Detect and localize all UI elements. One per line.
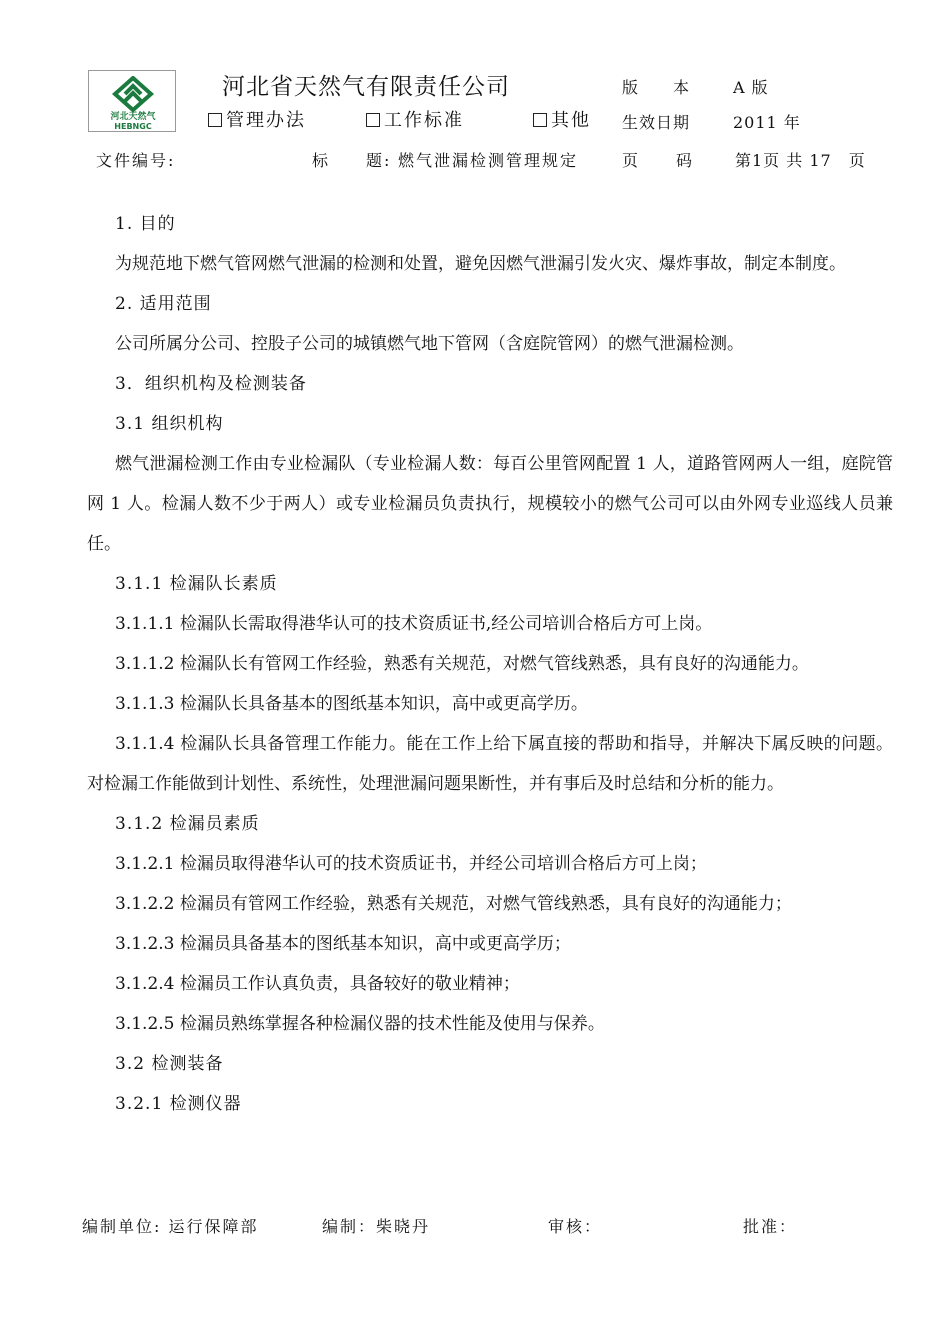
paragraph: 3.1.1.4 检漏队长具备管理工作能力。能在工作上给下属直接的帮助和指导，并解决下属反映的问题。对检漏工作能做到计划性、系统性，处理泄漏问题果断性，并有事后及时总结和分析的能力。 <box>87 734 893 794</box>
checkbox-icon[interactable] <box>533 113 547 127</box>
logo-subtext: HEBNGC <box>114 122 152 131</box>
page-label: 页 码 <box>622 151 695 170</box>
logo-mark-icon <box>111 76 155 112</box>
document-title: 燃气泄漏检测管理规定 <box>398 151 579 170</box>
company-logo <box>88 70 176 132</box>
section-heading: 3.2 检测装备 <box>115 1054 224 1074</box>
doc-type-other[interactable]: 其他 <box>533 106 591 132</box>
paragraph: 3.1.2.1 检漏员取得港华认可的技术资质证书，并经公司培训合格后方可上岗； <box>115 854 707 874</box>
section-heading: 3.1 组织机构 <box>115 414 224 434</box>
footer-unit: 编制单位: 运行保障部 <box>82 1217 259 1236</box>
effective-date-value: 2011 年 <box>733 113 801 132</box>
logo-text: 河北天然气 <box>110 112 156 122</box>
footer-author: 编制：柴晓丹 <box>322 1217 431 1236</box>
document-body <box>87 204 893 1124</box>
paragraph: 3.1.1.2 检漏队长有管网工作经验，熟悉有关规范，对燃气管线熟悉，具有良好的沟通能力。 <box>115 654 809 674</box>
section-heading: 3.1.1 检漏队长素质 <box>115 574 278 594</box>
paragraph: 燃气泄漏检测工作由专业检漏队（专业检漏人数：每百公里管网配置 1 人，道路管网两人一组，庭院管网 1 人。检漏人数不少于两人）或专业检漏员负责执行，规模较小的燃气公司可以由外网专业巡线人员兼任。 <box>87 454 893 554</box>
section-heading: 1. 目的 <box>115 214 176 234</box>
paragraph: 3.1.1.1 检漏队长需取得港华认可的技术资质证书,经公司培训合格后方可上岗。 <box>115 614 713 634</box>
page-number: 第1页 共 17 页 <box>735 151 866 170</box>
footer-reviewer: 审核： <box>548 1217 603 1236</box>
paragraph: 3.1.2.5 检漏员熟练掌握各种检漏仪器的技术性能及使用与保养。 <box>115 1014 605 1034</box>
effective-date-label: 生效日期 <box>622 113 691 132</box>
section-heading: 3.2.1 检测仪器 <box>115 1094 242 1114</box>
paragraph: 3.1.2.3 检漏员具备基本的图纸基本知识，高中或更高学历； <box>115 934 571 954</box>
company-name: 河北省天然气有限责任公司 <box>222 74 510 100</box>
paragraph: 3.1.2.4 检漏员工作认真负责，具备较好的敬业精神； <box>115 974 520 994</box>
footer-approver: 批准： <box>743 1217 798 1236</box>
doc-type-management[interactable]: 管理办法 <box>208 106 306 132</box>
paragraph: 为规范地下燃气管网燃气泄漏的检测和处置，避免因燃气泄漏引发火灾、爆炸事故，制定本制度。 <box>115 254 846 274</box>
version-value: A 版 <box>733 78 769 97</box>
paragraph: 3.1.1.3 检漏队长具备基本的图纸基本知识，高中或更高学历。 <box>115 694 588 714</box>
doc-type-standard[interactable]: 工作标准 <box>366 106 464 132</box>
file-number-label: 文件编号: <box>96 151 176 170</box>
section-heading: 3.1.2 检漏员素质 <box>115 814 260 834</box>
section-heading: 2. 适用范围 <box>115 294 212 314</box>
checkbox-icon[interactable] <box>208 113 222 127</box>
paragraph: 3.1.2.2 检漏员有管网工作经验，熟悉有关规范，对燃气管线熟悉，具有良好的沟通能力； <box>115 894 792 914</box>
section-heading: 3．组织机构及检测装备 <box>115 374 307 394</box>
checkbox-icon[interactable] <box>366 113 380 127</box>
title-label: 标 题: <box>312 151 392 170</box>
paragraph: 公司所属分公司、控股子公司的城镇燃气地下管网（含庭院管网）的燃气泄漏检测。 <box>115 334 744 354</box>
version-label: 版 本 <box>622 78 691 97</box>
